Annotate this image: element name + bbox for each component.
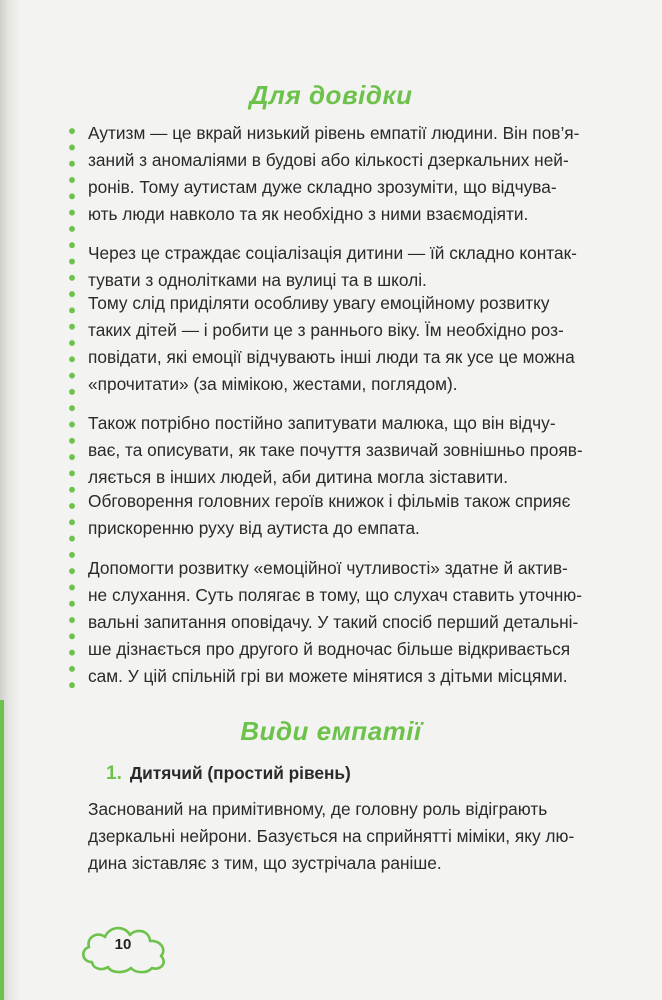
text-line: повідати, які емоції відчувають інші люди та як усе це можна bbox=[88, 347, 575, 367]
section-title-empathy-types: Види емпатії bbox=[240, 716, 422, 746]
text-line: Аутизм — це вкрай низький рівень емпатії людини. Він пов’я- bbox=[88, 123, 580, 143]
text-line: вальні запитання оповідачу. У такий спосіб перший детальні- bbox=[88, 612, 579, 632]
paragraph-child-empathy bbox=[88, 796, 628, 877]
text-line: ють люди навколо та як необхідно з ними взаємодіяти. bbox=[88, 204, 529, 224]
text-line: заний з аномаліями в будові або кількості дзеркальних ней- bbox=[88, 150, 569, 170]
text-line: Допомогти розвитку «емоційної чутливості» здатне й актив- bbox=[88, 558, 568, 578]
paragraph-discussion bbox=[88, 488, 628, 542]
text-line: дзеркальні нейрони. Базується на сприйнятті міміки, яку лю- bbox=[88, 826, 575, 846]
text-line: ронів. Тому аутистам дуже складно зрозуміти, що відчува- bbox=[88, 177, 557, 197]
subsection-heading bbox=[106, 760, 351, 787]
text-line: «прочитати» (за мімікою, жестами, поглядом). bbox=[88, 374, 458, 394]
paragraph-socialization bbox=[88, 240, 628, 294]
text-line: Тому слід приділяти особливу увагу емоційному розвитку bbox=[88, 293, 550, 313]
text-line: дина зіставляє з тим, що зустрічала раніше. bbox=[88, 853, 442, 873]
text-line: Обговорення головних героїв книжок і фільмів також сприяє bbox=[88, 491, 571, 511]
text-line: таких дітей — і робити це з раннього віку. Їм необхідно роз- bbox=[88, 320, 564, 340]
text-line: сам. У цій спільній грі ви можете мінятися з дітьми місцями. bbox=[88, 666, 568, 686]
text-line: Через це страждає соціалізація дитини — їй складно контак- bbox=[88, 243, 577, 263]
text-line: ває, та описувати, як таке почуття зазвичай зовнішньо прояв- bbox=[88, 440, 583, 460]
text-line: ляється в інших людей, аби дитина могла зіставити. bbox=[88, 467, 508, 487]
page-number: 10 bbox=[114, 936, 132, 953]
subsection-number: 1. bbox=[106, 763, 122, 784]
subsection-title: Дитячий (простий рівень) bbox=[129, 763, 351, 783]
text-line: Також потрібно постійно запитувати малюка, що він відчу- bbox=[88, 413, 556, 433]
text-line: ше дізнається про другого й водночас більше відкривається bbox=[88, 639, 571, 659]
dotted-border bbox=[66, 123, 78, 693]
text-line: тувати з однолітками на вулиці та в школі. bbox=[88, 270, 427, 290]
paragraph-autism bbox=[88, 120, 628, 228]
paragraph-asking-child bbox=[88, 410, 628, 491]
text-line: Заснований на примітивному, де головну роль відіграють bbox=[88, 799, 548, 819]
text-line: не слухання. Суть полягає в тому, що слухач ставить уточню- bbox=[88, 585, 583, 605]
paragraph-active-listening bbox=[88, 555, 628, 690]
paragraph-emotional-development bbox=[88, 290, 628, 398]
text-line: прискоренню руху від аутиста до емпата. bbox=[88, 518, 420, 538]
section-title-reference: Для довідки bbox=[249, 80, 413, 110]
